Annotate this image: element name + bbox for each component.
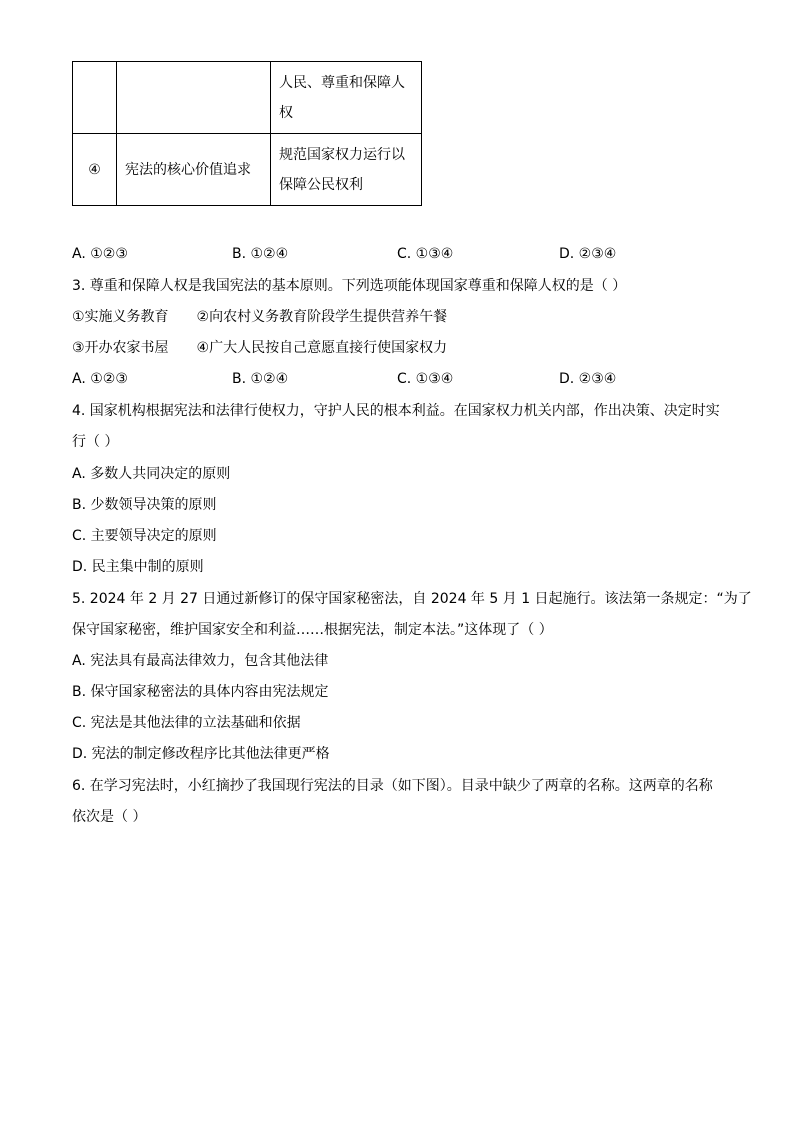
q5-option-c: C. 宪法是其他法律的立法基础和依据 (72, 715, 301, 731)
q4-stem-line1: 4. 国家机构根据宪法和法律行使权力，守护人民的根本利益。在国家权力机关内部，作出决策、决定时实 (72, 403, 720, 419)
table-row (73, 62, 422, 134)
table-cell-middle: 宪法的核心价值追求 (117, 134, 271, 206)
table-row (73, 134, 422, 206)
table-cell-middle (117, 62, 271, 134)
q3-option-c: C. ①③④ (397, 371, 454, 387)
q3-option-d: D. ②③④ (559, 371, 617, 387)
q4-option-c: C. 主要领导决定的原则 (72, 528, 217, 544)
table-cell-number: ④ (73, 134, 117, 206)
q4-option-b: B. 少数领导决策的原则 (72, 497, 217, 513)
q4-option-d: D. 民主集中制的原则 (72, 559, 204, 575)
cell-text-line: 人民、尊重和保障人 (279, 74, 405, 91)
q6-stem-line2: 依次是（ ） (72, 809, 147, 825)
q5-stem-line2: 保守国家秘密，维护国家安全和利益……根据宪法，制定本法。”这体现了（ ） (72, 622, 553, 638)
q2-option-c: C. ①③④ (397, 246, 454, 262)
table-cell-right (271, 134, 422, 206)
q3-option-b: B. ①②④ (232, 371, 289, 387)
q4-stem-line2: 行（ ） (72, 434, 119, 450)
q5-option-d: D. 宪法的制定修改程序比其他法律更严格 (72, 746, 330, 762)
q6-stem-line1: 6. 在学习宪法时，小红摘抄了我国现行宪法的目录（如下图）。目录中缺少了两章的名称。这两章的名称 (72, 778, 713, 794)
q5-option-a: A. 宪法具有最高法律效力，包含其他法律 (72, 653, 329, 669)
q3-items-line1: ①实施义务教育 ②向农村义务教育阶段学生提供营养午餐 (72, 309, 448, 325)
q5-option-b: B. 保守国家秘密法的具体内容由宪法规定 (72, 684, 329, 700)
q3-items-line2: ③开办农家书屋 ④广大人民按自己意愿直接行使国家权力 (72, 340, 448, 356)
cell-text-line: 规范国家权力运行以 (279, 146, 405, 163)
cell-text-line: 保障公民权利 (279, 176, 363, 193)
q2-option-a: A. ①②③ (72, 246, 128, 262)
answer-table (72, 61, 422, 206)
table-cell-right (271, 62, 422, 134)
cell-text-line: 权 (279, 104, 293, 121)
q4-option-a: A. 多数人共同决定的原则 (72, 466, 231, 482)
q3-stem: 3. 尊重和保障人权是我国宪法的基本原则。下列选项能体现国家尊重和保障人权的是（ ） (72, 278, 627, 294)
q2-option-b: B. ①②④ (232, 246, 289, 262)
table-cell-number (73, 62, 117, 134)
q2-option-d: D. ②③④ (559, 246, 617, 262)
q3-option-a: A. ①②③ (72, 371, 128, 387)
q5-stem-line1: 5. 2024 年 2 月 27 日通过新修订的保守国家秘密法，自 2024 年 5 月 1 日起施行。该法第一条规定：“为了 (72, 591, 752, 607)
